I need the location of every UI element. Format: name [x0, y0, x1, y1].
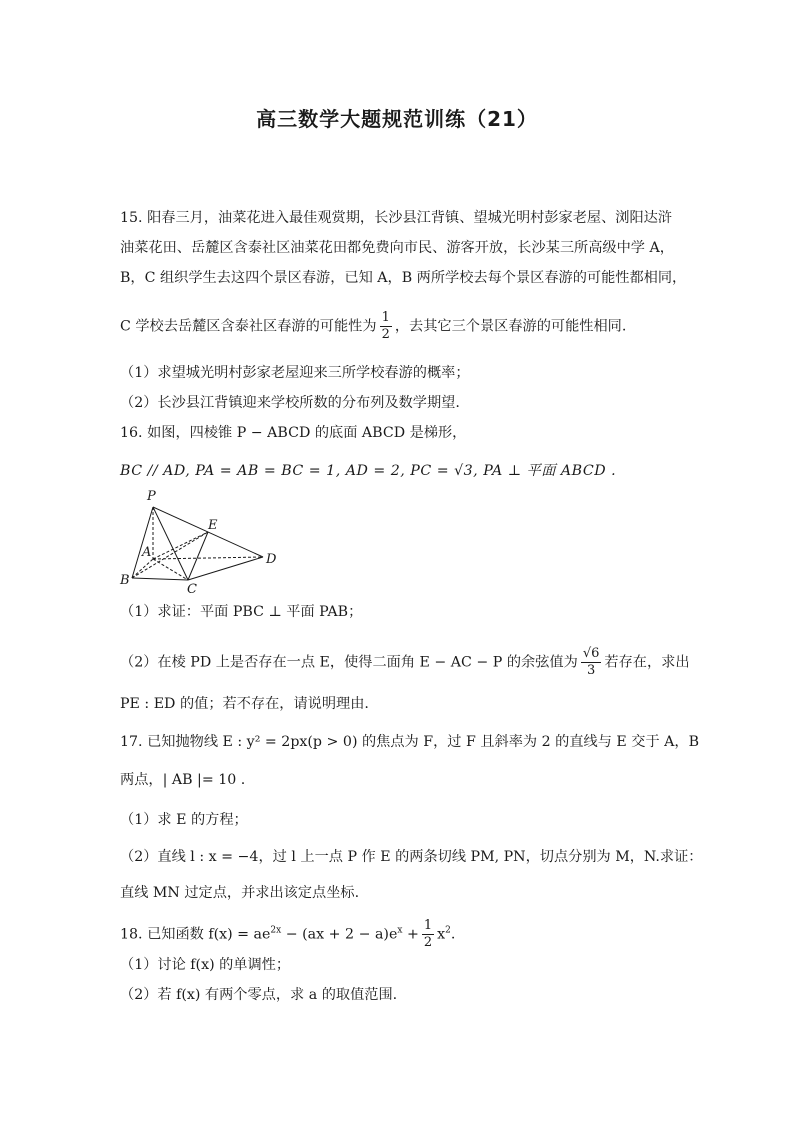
problem-15-line-2: 油菜花田、岳麓区含泰社区油菜花田都免费向市民、游客开放，长沙某三所高级中学 A，: [120, 240, 674, 256]
page-title: 高三数学大题规范训练（21）: [256, 107, 538, 131]
fraction-one-half: [422, 918, 434, 951]
problem-15-line-3: B，C 组织学生去这四个景区春游，已知 A，B 两所学校去每个景区春游的可能性都相同，: [120, 270, 687, 286]
problem-15-line-4-tail: ，去其它三个景区春游的可能性相同.: [394, 318, 627, 335]
problem-17-question-2: （2）直线 l : x = −4，过 l 上一点 P 作 E 的两条切线 PM, PN，切点分别为 M，N.求证：: [120, 849, 703, 865]
problem-16-question-2-cont: PE : ED 的值；若不存在，请说明理由.: [120, 696, 369, 712]
problem-15-line-1: 15. 阳春三月，油菜花进入最佳观赏期，长沙县江背镇、望城光明村彭家老屋、浏阳达浒: [120, 210, 673, 226]
function-def-part-5: .: [450, 926, 456, 943]
function-def-part-4: x: [437, 926, 446, 943]
problem-16-line-1: 16. 如图，四棱锥 P − ABCD 的底面 ABCD 是梯形，: [120, 425, 467, 441]
fraction-denominator: 3: [586, 663, 596, 678]
fraction-denominator: 2: [423, 935, 433, 950]
fraction-numerator: 1: [381, 310, 390, 325]
vertex-label-a: A: [142, 545, 152, 560]
vertex-label-p: P: [147, 489, 156, 504]
vertex-label-e: E: [208, 518, 218, 533]
pyramid-diagram: [115, 485, 285, 595]
exponent-2x: 2x: [270, 925, 282, 936]
fraction-numerator: √6: [582, 646, 600, 661]
vertex-label-d: D: [266, 552, 277, 567]
problem-18-line-1: [120, 918, 455, 951]
problem-17-line-1: 17. 已知抛物线 E : y² = 2px(p > 0) 的焦点为 F，过 F 且斜率为 2 的直线与 E 交于 A，B: [120, 734, 700, 750]
function-def-part-1: 18. 已知函数 f(x) = ae: [120, 926, 271, 943]
function-def-part-3: +: [402, 926, 419, 943]
exponent-x: x: [397, 925, 403, 936]
problem-18-question-2: （2）若 f(x) 有两个零点，求 a 的取值范围.: [120, 987, 398, 1003]
problem-17-line-2: 两点，| AB |= 10 .: [120, 772, 246, 788]
problem-15-line-4-text: C 学校去岳麓区含泰社区春游的可能性为: [120, 318, 377, 335]
problem-16-question-2-tail: 若存在，求出: [604, 654, 690, 671]
vertex-label-b: B: [120, 573, 130, 588]
problem-16-question-2-text: （2）在棱 PD 上是否存在一点 E，使得二面角 E − AC − P 的余弦值为: [120, 654, 578, 671]
problem-17-question-2-cont: 直线 MN 过定点，并求出该定点坐标.: [120, 885, 360, 901]
fraction-one-half: [380, 310, 392, 343]
problem-16-line-2: BC // AD, PA = AB = BC = 1, AD = 2, PC = √3, PA ⊥ 平面 ABCD .: [120, 463, 617, 479]
problem-16-question-2: [120, 646, 690, 679]
fraction-root6-over-3: [581, 646, 602, 679]
problem-18-question-1: （1）讨论 f(x) 的单调性；: [120, 957, 291, 973]
fraction-numerator: 1: [423, 918, 433, 933]
function-def-part-2: − (ax + 2 − a)e: [281, 926, 398, 943]
fraction-denominator: 2: [381, 327, 390, 342]
problem-16-question-1: （1）求证：平面 PBC ⊥ 平面 PAB；: [120, 604, 363, 620]
problem-17-question-1: （1）求 E 的方程；: [120, 812, 248, 828]
problem-15-question-2: （2）长沙县江背镇迎来学校所数的分布列及数学期望.: [120, 395, 460, 411]
problem-15-question-1: （1）求望城光明村彭家老屋迎来三所学校春游的概率；: [120, 365, 470, 381]
exponent-2: 2: [445, 925, 451, 936]
problem-15-line-4: [120, 310, 626, 343]
vertex-label-c: C: [187, 582, 197, 595]
